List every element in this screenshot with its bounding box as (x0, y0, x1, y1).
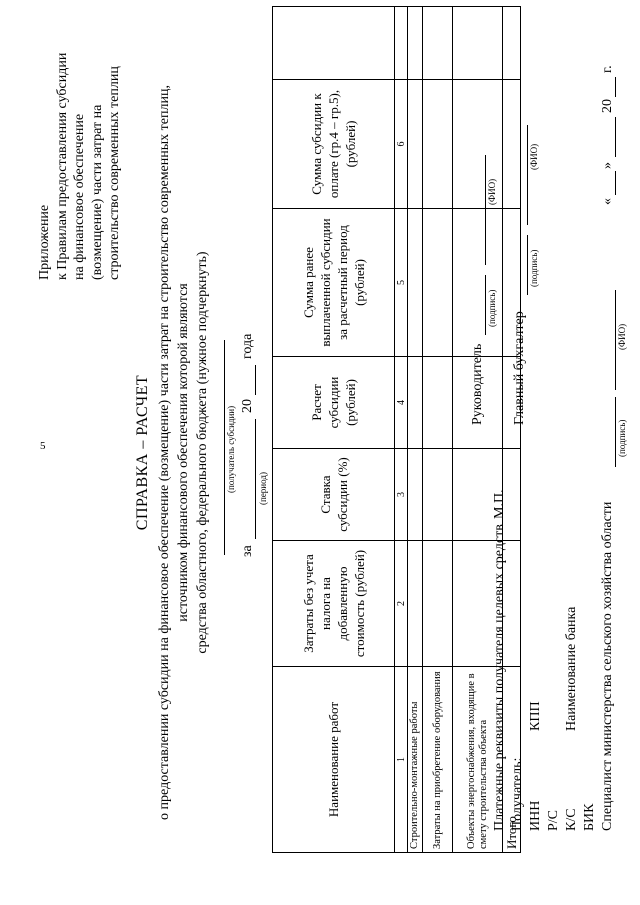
table-row-label: Затраты на приобретение оборудования (423, 667, 453, 853)
header-costs: Затраты без учета налога на добавленную стоимость (рублей) (273, 541, 395, 667)
sign-caption: (подпись) (529, 249, 539, 287)
period-year-word: года (240, 333, 255, 359)
table-cell (408, 541, 423, 667)
header-calc: Расчет субсидии (рублей) (273, 357, 395, 449)
period-line (255, 419, 256, 539)
sign-caption: (подпись) (487, 289, 497, 327)
accountant-fio-line (527, 125, 528, 225)
calculation-table (272, 6, 521, 853)
period-caption: (период) (258, 472, 268, 505)
table-cell (423, 541, 453, 667)
date-close-quote: » (600, 162, 615, 169)
appendix-line: строительство современных теплиц (107, 66, 122, 280)
accountant-label: Главный бухгалтер (512, 311, 527, 425)
table-cell (423, 80, 453, 209)
fio-caption: (ФИО) (529, 143, 539, 170)
table-cell (408, 7, 423, 80)
stamp-mp: М.П. (492, 489, 507, 519)
specialist-label: Специалист министерства сельского хозяйства области (600, 501, 615, 831)
payment-rs: Р/С (546, 809, 561, 831)
payment-inn: ИНН (528, 800, 543, 831)
page-number: 5 (40, 440, 46, 452)
year-line (255, 365, 256, 395)
table-row-total: Итого (503, 667, 521, 853)
appendix-line: к Правилам предоставления субсидии (54, 52, 70, 280)
column-number-empty (395, 7, 408, 80)
accountant-sign-line (527, 235, 528, 295)
appendix-line: на финансовое обеспечение (72, 113, 87, 280)
payment-heading: Платежные реквизиты получателя целевых средств (492, 524, 507, 831)
payment-kpp: КПП (528, 701, 543, 731)
header-empty (273, 7, 395, 80)
head-sign-line (485, 275, 486, 335)
table-cell (408, 449, 423, 541)
date-day-line (615, 171, 616, 195)
table-cell (503, 80, 521, 209)
recipient-caption: (получатель субсидии) (226, 405, 236, 493)
table-cell (423, 449, 453, 541)
table-cell (408, 209, 423, 357)
column-number: 4 (395, 357, 408, 449)
period-za: за (240, 545, 255, 557)
table-cell (423, 7, 453, 80)
appendix-line: Приложение (37, 204, 52, 280)
table-cell (453, 209, 503, 357)
subtitle-line: средства областного, федерального бюджета (нужное подчеркнуть) (195, 251, 210, 654)
payment-bik: БИК (582, 803, 597, 831)
subtitle-line: источником финансового обеспечения которой являются (176, 283, 191, 622)
table-cell (408, 80, 423, 209)
header-to-pay: Сумма субсидии к оплате (гр.4 – гр.5), (рублей) (273, 80, 395, 209)
specialist-sign-line (615, 397, 616, 467)
table-cell (423, 209, 453, 357)
table-cell (408, 357, 423, 449)
sign-caption: (подпись) (617, 419, 627, 457)
column-number: 2 (395, 541, 408, 667)
column-number: 1 (395, 667, 408, 853)
appendix-line: (возмещение) части затрат на (89, 104, 105, 280)
date-year-suffix: г. (600, 65, 615, 73)
column-number: 5 (395, 209, 408, 357)
fio-caption: (ФИО) (617, 323, 627, 350)
header-rate: Ставка субсидии (%) (273, 449, 395, 541)
date-month-line (615, 117, 616, 157)
column-number: 3 (395, 449, 408, 541)
payment-ks: К/С (564, 808, 579, 831)
recipient-line (224, 340, 225, 555)
period-year-prefix: 20 (240, 399, 255, 413)
payment-recipient: Получатель: (510, 757, 525, 831)
payment-bank-name: Наименование банка (564, 606, 579, 731)
table-row-label: Строительно-монтажные работы (408, 667, 423, 853)
document-title: СПРАВКА – РАСЧЕТ (134, 374, 151, 531)
table-row-label: Объекты энергоснабжения, входящие в смету строительства объекта (453, 667, 503, 853)
header-paid-before: Сумма ранее выплаченной субсидии за расчетный период (рублей) (273, 209, 395, 357)
table-cell (453, 7, 503, 80)
table-cell (423, 357, 453, 449)
head-fio-line (485, 155, 486, 265)
column-number: 6 (395, 80, 408, 209)
header-work-name: Наименование работ (273, 667, 395, 853)
appendix-block (36, 53, 124, 280)
specialist-fio-line (615, 290, 616, 390)
date-year-line (615, 77, 616, 97)
date-open-quote: « (600, 198, 615, 205)
head-label: Руководитель (470, 343, 485, 425)
table-cell (503, 7, 521, 80)
fio-caption: (ФИО) (487, 178, 497, 205)
date-year-prefix: 20 (600, 99, 615, 113)
subtitle-line: о предоставлении субсидии на финансовое обеспечение (возмещение) части затрат на строительство современных теплиц, (157, 85, 172, 820)
